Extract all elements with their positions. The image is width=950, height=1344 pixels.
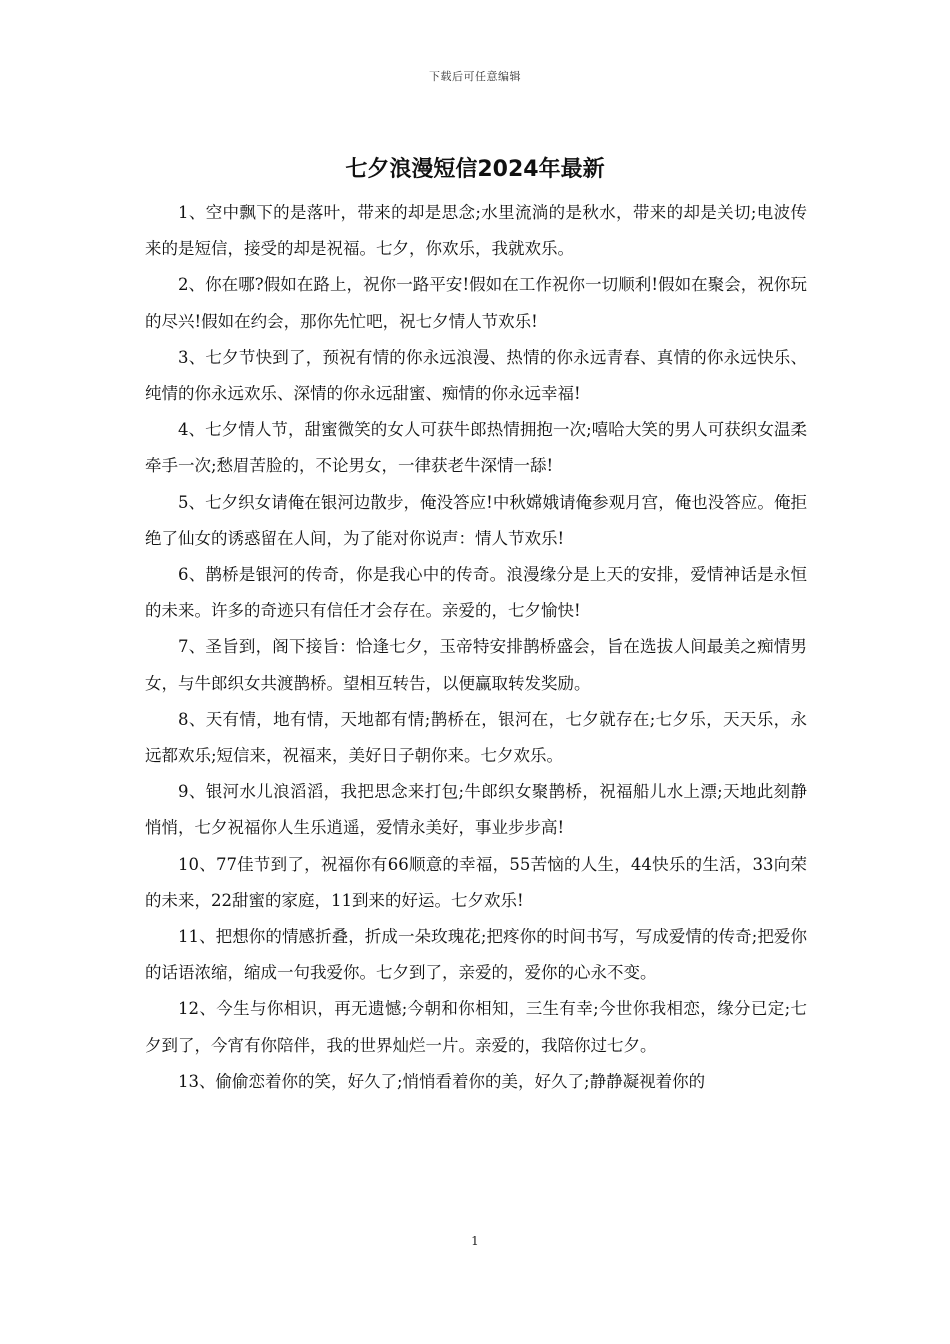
message-paragraph-13: 13、偷偷恋着你的笑，好久了;悄悄看着你的美，好久了;静静凝视着你的 [178,1071,706,1091]
message-paragraph-1: 1、空中飘下的是落叶，带来的却是思念;水里流淌的是秋水，带来的却是关切;电波传来的是短信，接受的却是祝福。七夕，你欢乐，我就欢乐。 [145,203,807,259]
message-paragraph-9: 9、银河水儿浪滔滔，我把思念来打包;牛郎织女聚鹊桥，祝福船儿水上漂;天地此刻静悄悄，七夕祝福你人生乐逍遥，爱情永美好，事业步步高! [145,782,807,838]
page-header-note: 下载后可任意编辑 [429,70,521,83]
message-paragraph-2: 2、你在哪?假如在路上，祝你一路平安!假如在工作祝你一切顺利!假如在聚会，祝你玩的尽兴!假如在约会，那你先忙吧，祝七夕情人节欢乐! [145,275,807,331]
document-title: 七夕浪漫短信2024年最新 [345,157,605,182]
message-paragraph-6: 6、鹊桥是银河的传奇，你是我心中的传奇。浪漫缘分是上天的安排，爱情神话是永恒的未来。许多的奇迹只有信任才会存在。亲爱的，七夕愉快! [145,565,807,621]
message-paragraph-3: 3、七夕节快到了，预祝有情的你永远浪漫、热情的你永远青春、真情的你永远快乐、纯情的你永远欢乐、深情的你永远甜蜜、痴情的你永远幸福! [145,347,807,404]
page-number: 1 [471,1234,479,1248]
message-paragraph-5: 5、七夕织女请俺在银河边散步，俺没答应!中秋嫦娥请俺参观月宫，俺也没答应。俺拒绝了仙女的诱惑留在人间，为了能对你说声：情人节欢乐! [145,492,807,548]
message-paragraph-7: 7、圣旨到，阁下接旨：恰逢七夕，玉帝特安排鹊桥盛会，旨在选拔人间最美之痴情男女，与牛郎织女共渡鹊桥。望相互转告，以便赢取转发奖励。 [145,637,807,693]
document-body [145,195,807,1100]
message-paragraph-8: 8、天有情，地有情，天地都有情;鹊桥在，银河在，七夕就存在;七夕乐，天天乐，永远都欢乐;短信来，祝福来，美好日子朝你来。七夕欢乐。 [145,709,807,766]
message-paragraph-10: 10、77佳节到了，祝福你有66顺意的幸福，55苦恼的人生，44快乐的生活，33向荣的未来，22甜蜜的家庭，11到来的好运。七夕欢乐! [145,854,807,910]
message-paragraph-12: 12、今生与你相识，再无遗憾;今朝和你相知，三生有幸;今世你我相恋，缘分已定;七夕到了，今宵有你陪伴，我的世界灿烂一片。亲爱的，我陪你过七夕。 [145,999,807,1055]
message-paragraph-11: 11、把想你的情感折叠，折成一朵玫瑰花;把疼你的时间书写，写成爱情的传奇;把爱你的话语浓缩，缩成一句我爱你。七夕到了，亲爱的，爱你的心永不变。 [145,927,807,983]
message-paragraph-4: 4、七夕情人节，甜蜜微笑的女人可获牛郎热情拥抱一次;嘻哈大笑的男人可获织女温柔牵手一次;愁眉苦脸的，不论男女，一律获老牛深情一舔! [145,420,807,476]
